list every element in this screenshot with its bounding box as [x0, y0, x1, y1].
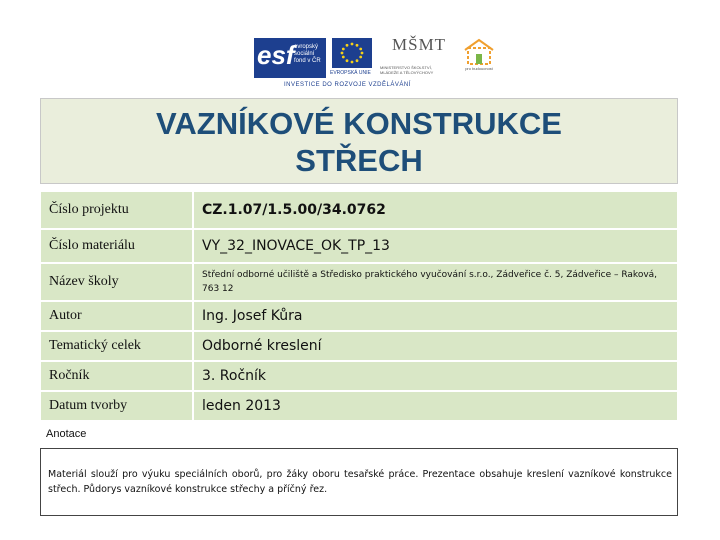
msmt-caption: MINISTERSTVO ŠKOLSTVÍ, MLÁDEŽE A TĚLOVÝCHOVY — [380, 65, 434, 75]
title-box — [40, 98, 678, 184]
esf-logo — [254, 38, 326, 78]
row-label-school-name: Název školy — [40, 263, 193, 301]
school-house-icon — [456, 38, 502, 78]
row-value-created-date: leden 2013 — [193, 391, 678, 421]
table-row — [40, 229, 678, 263]
table-row — [40, 391, 678, 421]
logo-strip — [250, 36, 502, 92]
eu-caption: EVROPSKÁ UNIE — [330, 70, 371, 76]
row-value-author: Ing. Josef Kůra — [193, 301, 678, 331]
esf-wordmark: esf — [257, 40, 295, 70]
annotation-box — [40, 448, 678, 516]
row-value-topic: Odborné kreslení — [193, 331, 678, 361]
table-row — [40, 361, 678, 391]
row-label-author: Autor — [40, 301, 193, 331]
table-row — [40, 301, 678, 331]
eu-flag-icon — [332, 38, 372, 68]
row-label-topic: Tematický celek — [40, 331, 193, 361]
logo-tagline: INVESTICE DO ROZVOJE VZDĚLÁVÁNÍ — [284, 82, 411, 88]
row-value-project-number: CZ.1.07/1.5.00/34.0762 — [193, 191, 678, 229]
row-value-material-number: VY_32_INOVACE_OK_TP_13 — [193, 229, 678, 263]
page-title — [41, 105, 677, 179]
row-label-material-number: Číslo materiálu — [40, 229, 193, 263]
table-row — [40, 263, 678, 301]
table-row — [40, 191, 678, 229]
title-line-2: STŘECH — [295, 143, 423, 178]
esf-caption: evropský sociální fond v ČR — [294, 44, 321, 64]
title-line-1: VAZNÍKOVÉ KONSTRUKCE — [156, 106, 562, 141]
school-caption: pro budoucnost — [465, 66, 493, 71]
row-value-grade: 3. Ročník — [193, 361, 678, 391]
row-value-school-name: Střední odborné učiliště a Středisko praktického vyučování s.r.o., Zádveřice č. 5, Zádveřice – Raková, 763 12 — [193, 263, 678, 301]
project-info-table — [39, 190, 679, 422]
table-row — [40, 331, 678, 361]
row-label-project-number: Číslo projektu — [40, 191, 193, 229]
annotation-label: Anotace — [46, 428, 87, 440]
annotation-text: Materiál slouží pro výuku speciálních oborů, pro žáky oboru tesařské práce. Prezentace obsahuje kreslení vazníkové konstrukce střech. Půdorys vazníkové konstrukce střechy a příčný řez. — [48, 469, 672, 495]
msmt-wordmark: MŠMT — [392, 35, 447, 54]
row-label-grade: Ročník — [40, 361, 193, 391]
row-label-created-date: Datum tvorby — [40, 391, 193, 421]
